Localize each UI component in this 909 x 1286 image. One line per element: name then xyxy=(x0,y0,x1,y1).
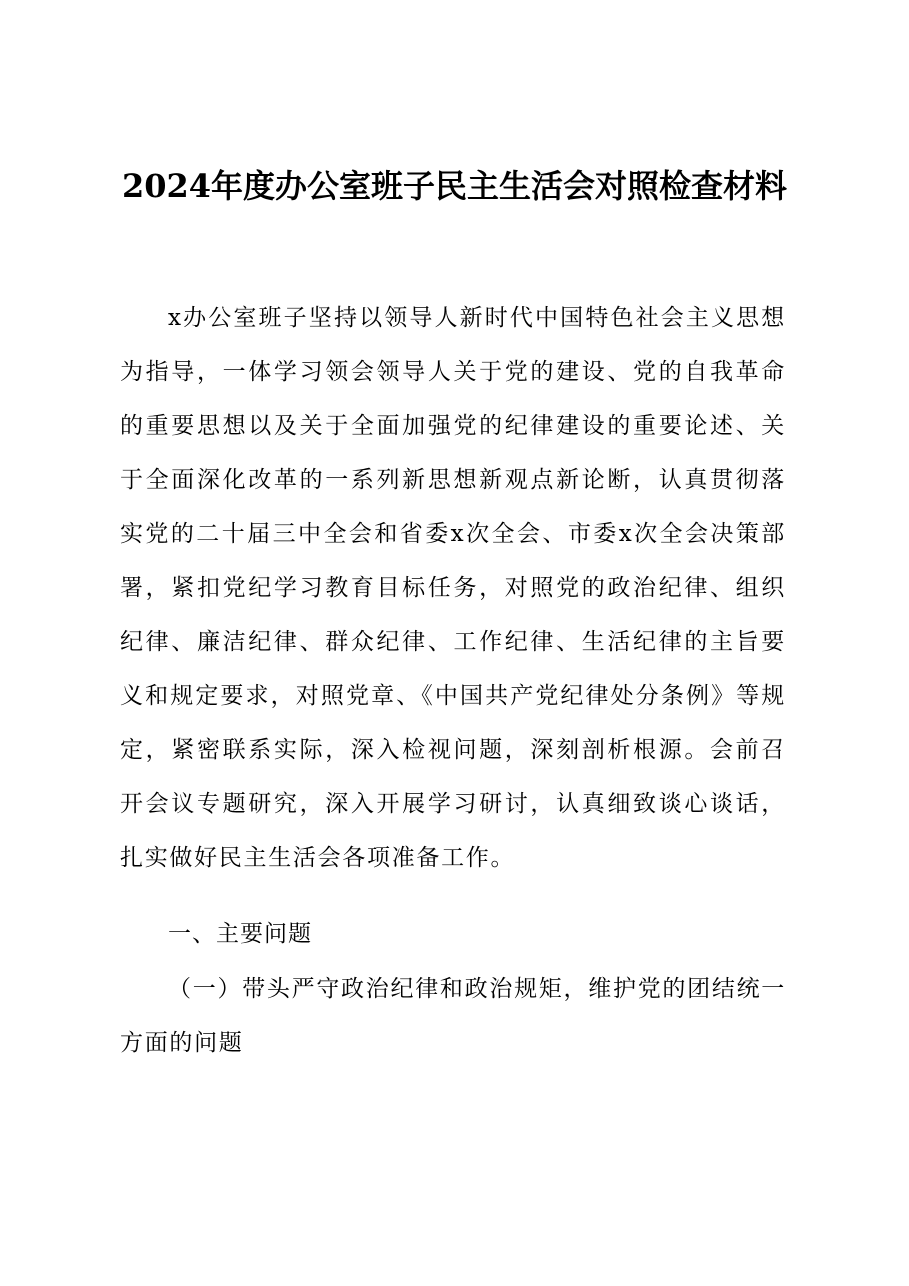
subsection-heading: （一）带头严守政治纪律和政治规矩，维护党的团结统一方面的问题 xyxy=(120,976,786,1056)
intro-paragraph: x办公室班子坚持以领导人新时代中国特色社会主义思想为指导，一体学习领会领导人关于党的建设、党的自我革命的重要思想以及关于全面加强党的纪律建设的重要论述、关于全面深化改革的一系列新思想新观点新论断，认真贯彻落实党的二十届三中全会和省委x次全会、市委x次全会决策部署，紧扣党纪学习教育目标任务，对照党的政治纪律、组织纪律、廉洁纪律、群众纪律、工作纪律、生活纪律的主旨要义和规定要求，对照党章、《中国共产党纪律处分条例》等规定，紧密联系实际，深入检视问题，深刻剖析根源。会前召开会议专题研究，深入开展学习研讨，认真细致谈心谈话，扎实做好民主生活会各项准备工作。 xyxy=(120,305,786,871)
document-title: 2024年度办公室班子民主生活会对照检查材料 xyxy=(121,167,788,205)
section-heading: 一、主要问题 xyxy=(168,921,312,947)
